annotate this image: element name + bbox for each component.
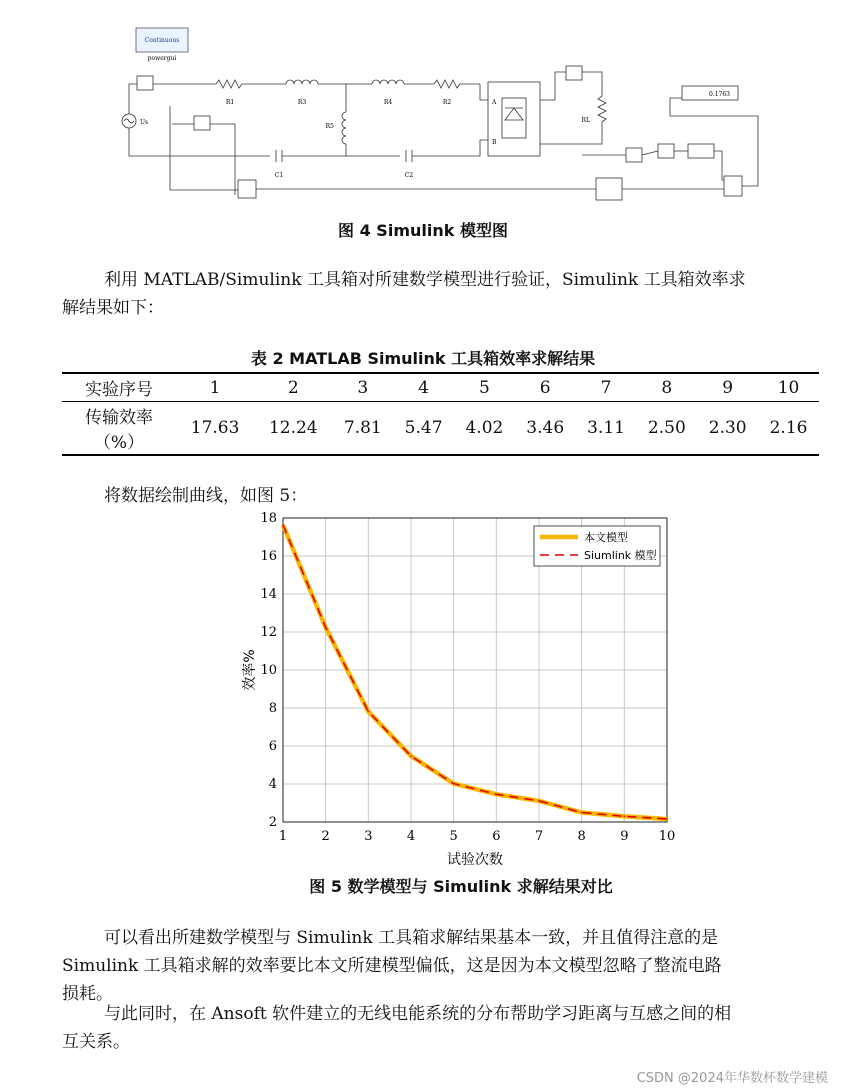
column-header: 6 [515, 373, 576, 402]
efficiency-table [62, 372, 819, 456]
paragraph3-line2: Simulink 工具箱求解的效率要比本文所建模型偏低，这是因为本文模型忽略了整流电路 [62, 956, 722, 976]
table-row [62, 402, 819, 456]
x-tick-label: 9 [620, 829, 629, 844]
column-header: 8 [636, 373, 697, 402]
r2-label: R2 [442, 99, 452, 106]
table-cell: 3.11 [576, 402, 637, 456]
y-tick-label: 16 [260, 549, 277, 564]
x-tick-label: 1 [278, 829, 288, 844]
table-cell: 2.30 [697, 402, 758, 456]
efficiency-line-chart [230, 508, 690, 870]
x-tick-label: 6 [492, 829, 501, 844]
data-point [325, 627, 327, 629]
paragraph4-line1: 与此同时，在 Ansoft 软件建立的无线电能系统的分布帮助学习距离与互感之间的相 [104, 1004, 732, 1024]
column-header: 10 [758, 373, 819, 402]
figure4-caption: 图 4 Simulink 模型图 [338, 221, 508, 240]
x-tick-label: 7 [534, 829, 544, 844]
paragraph3-line3: 损耗。 [62, 984, 113, 1004]
legend-entry: Siumlink 模型 [584, 549, 657, 562]
paragraph1-line1: 利用 MATLAB/Simulink 工具箱对所建数学模型进行验证，Simulink 工具箱效率求 [104, 270, 746, 290]
column-header: 3 [332, 373, 393, 402]
simulink-model-diagram [110, 20, 770, 210]
row-label-line1: 传输效率 [85, 408, 153, 428]
data-point [624, 816, 626, 818]
y-tick-label: 8 [268, 701, 277, 716]
x-tick-label: 4 [406, 829, 416, 844]
r4-label: R4 [383, 99, 393, 106]
table-cell: 12.24 [254, 402, 332, 456]
powergui-block-text: Continuous [144, 37, 180, 44]
column-header: 7 [576, 373, 637, 402]
table-cell: 2.16 [758, 402, 819, 456]
c1-label: C1 [274, 172, 284, 179]
display-value: 0.1763 [709, 91, 730, 98]
csdn-watermark: CSDN @2024年华数杯数学建模 [636, 1071, 828, 1086]
data-point [581, 812, 583, 814]
port-b-label: B [492, 139, 497, 146]
x-tick-label: 10 [658, 829, 676, 844]
data-point [666, 818, 668, 820]
paragraph2: 将数据绘制曲线，如图 5： [104, 486, 308, 506]
c2-label: C2 [404, 172, 414, 179]
y-tick-label: 6 [268, 739, 277, 754]
x-axis-label: 试验次数 [447, 852, 503, 868]
y-tick-label: 14 [260, 587, 277, 602]
column-header: 9 [697, 373, 758, 402]
y-tick-label: 10 [260, 663, 277, 678]
x-tick-label: 3 [364, 829, 373, 844]
y-tick-label: 12 [260, 625, 277, 640]
r3-label: R3 [297, 99, 307, 106]
r5-label: R5 [325, 123, 334, 130]
y-axis-label: 效率% [242, 649, 258, 691]
y-tick-label: 2 [268, 815, 277, 830]
table-cell: 5.47 [393, 402, 454, 456]
x-tick-label: 5 [449, 829, 458, 844]
table-cell: 17.63 [176, 402, 254, 456]
paragraph1-line2: 解结果如下： [62, 298, 164, 318]
column-header: 4 [393, 373, 454, 402]
table-cell: 3.46 [515, 402, 576, 456]
r1-label: R1 [225, 99, 235, 106]
data-point [496, 793, 498, 795]
port-a-label: A [492, 99, 497, 106]
powergui-label: powergui [147, 55, 177, 62]
table2-caption: 表 2 MATLAB Simulink 工具箱效率求解结果 [250, 349, 596, 368]
x-tick-label: 8 [577, 829, 586, 844]
table-cell: 2.50 [636, 402, 697, 456]
rl-label: RL [581, 117, 590, 124]
source-label: Us [140, 119, 149, 126]
row-label-line2: （%） [93, 433, 145, 453]
data-point [410, 755, 412, 757]
paragraph4-line2: 互关系。 [62, 1032, 130, 1052]
column-header: 5 [454, 373, 515, 402]
paragraph3-line1: 可以看出所建数学模型与 Simulink 工具箱求解结果基本一致，并且值得注意的是 [104, 928, 719, 948]
y-tick-label: 4 [268, 777, 277, 792]
data-point [282, 524, 284, 526]
column-header: 2 [254, 373, 332, 402]
data-point [368, 711, 370, 713]
figure5-caption: 图 5 数学模型与 Simulink 求解结果对比 [309, 877, 613, 896]
column-header: 1 [176, 373, 254, 402]
table-cell: 4.02 [454, 402, 515, 456]
header-label-cell: 实验序号 [62, 373, 176, 402]
y-tick-label: 18 [260, 511, 277, 526]
row-label-cell [62, 402, 176, 456]
data-point [453, 783, 455, 785]
data-point [538, 800, 540, 802]
legend-entry: 本文模型 [584, 531, 628, 544]
table-header-row [62, 373, 819, 402]
x-tick-label: 2 [321, 829, 330, 844]
table-cell: 7.81 [332, 402, 393, 456]
